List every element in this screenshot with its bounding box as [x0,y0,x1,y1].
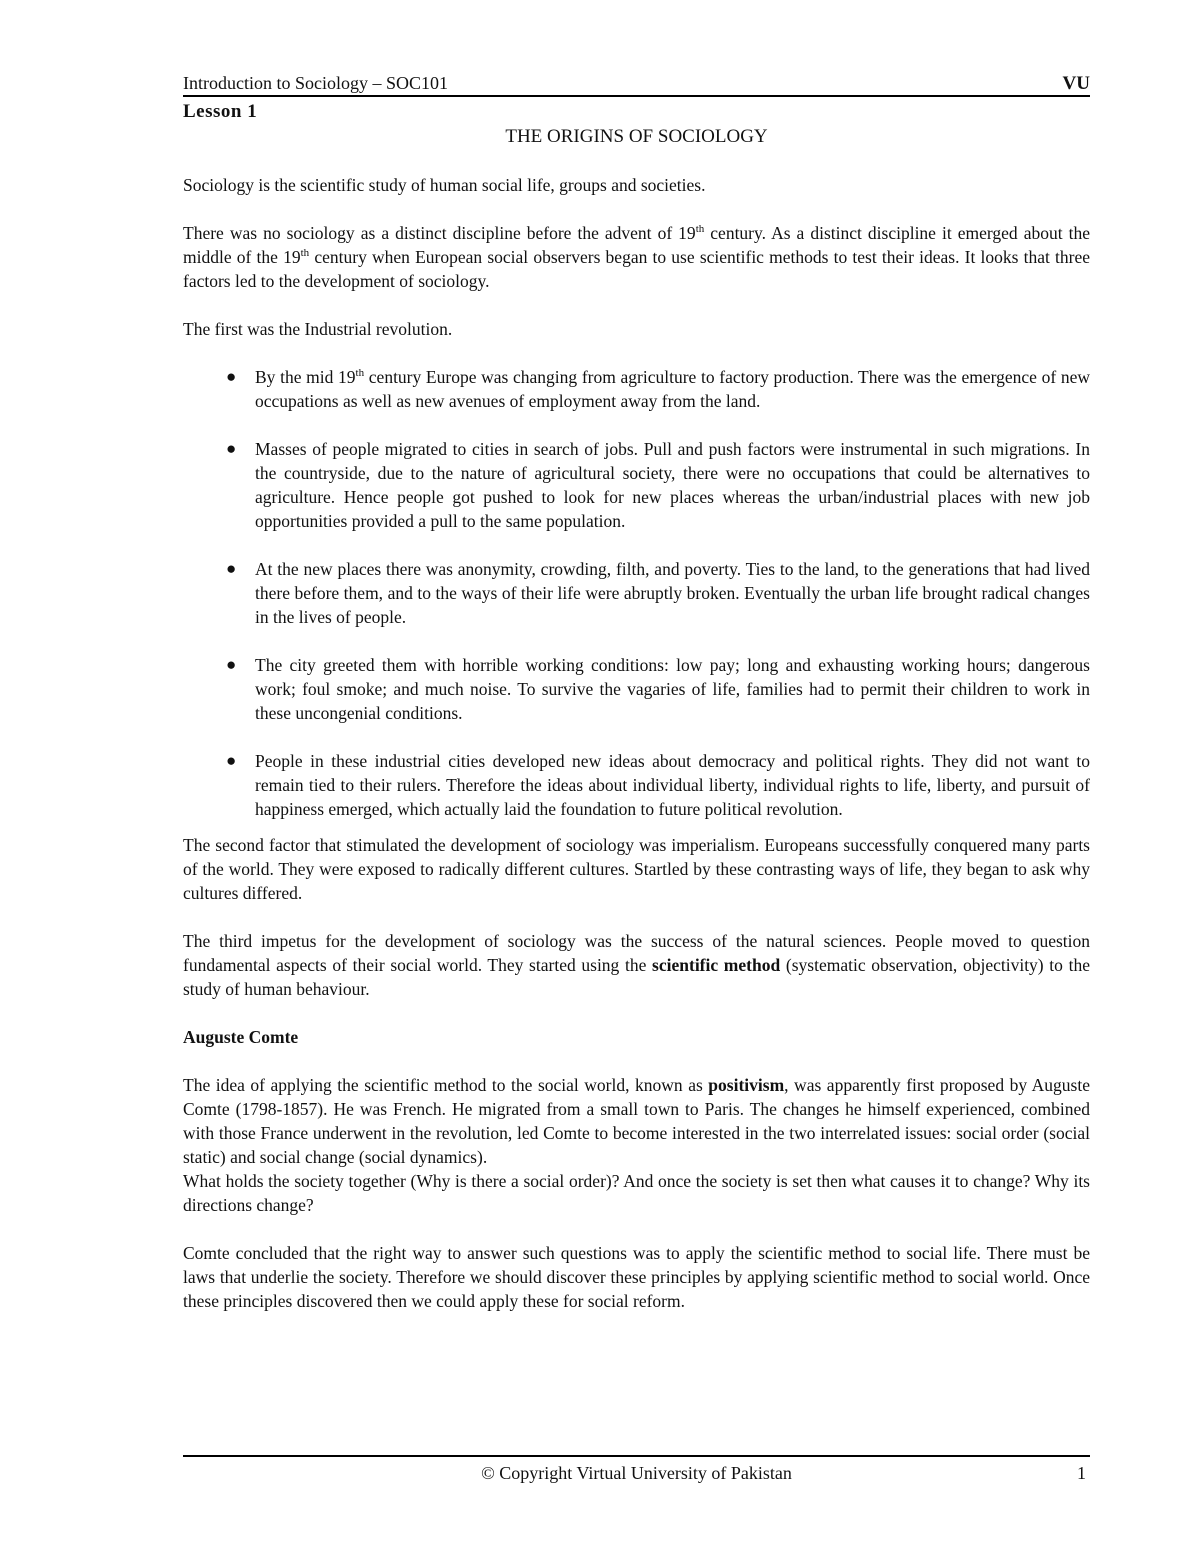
bullet-sup: th [355,367,365,380]
comte-questions-paragraph: What holds the society together (Why is there a social order)? And once the society is set then what causes it to change? Why its directions change? [183,1171,1090,1215]
lesson-label: Lesson 1 [183,101,258,122]
list-item [183,365,1090,413]
intro-text-2: century. As a distinct discipline it emerged about the middle of the 19 [183,223,1090,267]
positivism-term: positivism [708,1075,785,1095]
comte-text-2: , was apparently first proposed by Auguste Comte (1798-1857). He was French. He migrated from a small town to Paris. The changes he himself experienced, combined with those France underwent in the revolution, led Comte to become interested in the two interrelated issues: social order (social static) and social change (social dynamics). [183,1075,1090,1167]
intro-sup-2: th [300,247,310,260]
bullet-text-2: Masses of people migrated to cities in search of jobs. Pull and push factors were instrumental in such migrations. In the countryside, due to the nature of agricultural society, there were no occupations that could be alternatives to agriculture. Hence people got pushed to look for new places whereas the urban/industrial places with new job opportunities provided a pull to the same population. [255,439,1090,531]
list-item [183,557,1090,629]
bullet-text-1b: century Europe was changing from agriculture to factory production. There was the emergence of new occupations as well as new avenues of employment away from the land. [255,367,1090,411]
bullet-icon: ● [226,367,237,386]
scientific-method-term: scientific method [652,955,781,975]
bullet-text-3: At the new places there was anonymity, crowding, filth, and poverty. Ties to the land, to the generations that had lived there before them, and to the ways of their life were abruptly broken. Eventually the urban life brought radical changes in the lives of people. [255,559,1090,627]
bullet-icon: ● [226,439,237,458]
bullet-icon: ● [226,655,237,674]
comte-paragraph [183,1073,1090,1169]
course-title: Introduction to Sociology – SOC101 [183,73,448,93]
intro-text-3: century when European social observers began to use scientific methods to test their ideas. It looks that three factors led to the development of sociology. [183,247,1091,291]
comte-text-1: The idea of applying the scientific method to the social world, known as [183,1075,709,1095]
list-item [183,749,1090,821]
definition-paragraph: Sociology is the scientific study of human social life, groups and societies. [183,175,706,195]
intro-text-1: There was no sociology as a distinct discipline before the advent of 19 [183,223,696,243]
first-factor-paragraph: The first was the Industrial revolution. [183,319,453,339]
document-body [183,173,1090,1313]
header-rule [183,95,1090,97]
page-title: THE ORIGINS OF SOCIOLOGY [505,126,768,147]
list-item [183,437,1090,533]
third-factor-paragraph [183,929,1090,1001]
second-factor-paragraph: The second factor that stimulated the development of sociology was imperialism. Europeans successfully conquered many parts of the world. They were exposed to radically different cultures. Startled by these contrasting ways of life, they began to ask why cultures differed. [183,835,1090,903]
third-factor-text-2: (systematic observation, objectivity) to the study of human behaviour. [183,955,1090,999]
intro-paragraph [183,221,1090,293]
comte-conclusion-paragraph: Comte concluded that the right way to answer such questions was to apply the scientific method to social life. There must be laws that underlie the society. Therefore we should discover these principles by applying scientific method to social world. Once these principles discovered then we could apply these for social reform. [183,1243,1090,1311]
page-footer [183,1462,1090,1484]
comte-heading: Auguste Comte [183,1027,299,1047]
bullet-icon: ● [226,751,237,770]
intro-sup-1: th [695,223,705,236]
institution-label: VU [1062,73,1090,94]
footer-rule [183,1455,1090,1457]
bullet-icon: ● [226,559,237,578]
bullet-text-5: People in these industrial cities developed new ideas about democracy and political rights. They did not want to remain tied to their rulers. Therefore the ideas about individual liberty, individual rights to life, liberty, and pursuit of happiness emerged, which actually laid the foundation to future political revolution. [255,751,1090,819]
page-number: 1 [1077,1463,1086,1483]
industrial-revolution-list [183,365,1090,821]
copyright-text: © Copyright Virtual University of Pakistan [481,1463,792,1483]
bullet-text-4: The city greeted them with horrible working conditions: low pay; long and exhausting working hours; dangerous work; foul smoke; and much noise. To survive the vagaries of life, families had to permit their children to work in these uncongenial conditions. [255,655,1090,723]
list-item [183,653,1090,725]
page-header [183,72,1090,95]
bullet-text-1a: By the mid 19 [255,367,356,387]
third-factor-text-1: The third impetus for the development of sociology was the success of the natural sciences. People moved to question fundamental aspects of their social world. They started using the [183,931,1090,975]
